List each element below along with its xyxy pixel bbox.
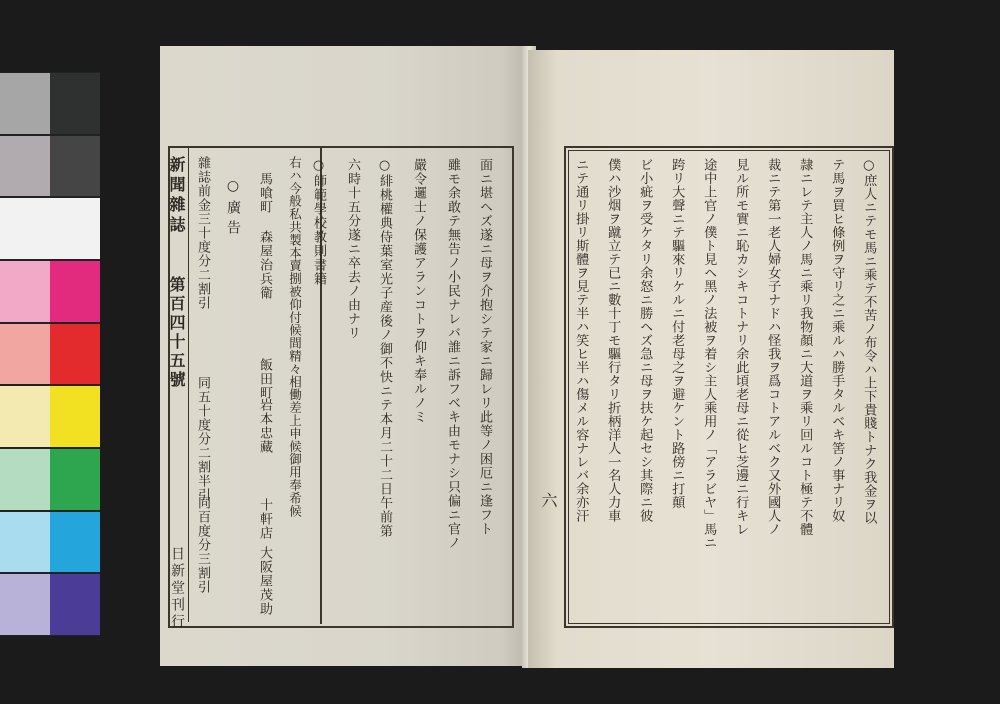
color-patch (50, 198, 100, 259)
right-article-line-3: 隷ニレテ主人ノ馬ニ乘リ我物顏ニ大道ヲ乘リ回ルコト極テ不體 (797, 158, 813, 536)
color-patch (0, 198, 50, 259)
color-patch (50, 136, 100, 197)
left-article-line-4: ○緋桃權典侍葉室光子産後ノ御不快ニテ本月二十二日午前第 (377, 158, 392, 538)
color-patch (50, 512, 100, 573)
left-page-border (168, 146, 514, 628)
color-patch (0, 324, 50, 385)
advertiser-name-1: 森屋治兵衛 (257, 230, 272, 300)
right-article-line-7: 跨リ大聲ニテ驅來リケルニ付老母之ヲ避ケント路傍ニ打顛 (669, 158, 685, 509)
left-article-line-1: 面ニ堪ヘズ遂ニ母ヲ介抱シテ家ニ歸レリ此等ノ困厄ニ逢フト (477, 158, 492, 536)
color-patch (0, 136, 50, 197)
price-line-3: 同百度分三割引 (195, 496, 210, 594)
price-line-1: 雜誌前金三十度分二割引 (195, 156, 210, 310)
color-patch (50, 261, 100, 322)
color-patch (0, 574, 50, 635)
color-patch (50, 574, 100, 635)
color-patch (50, 324, 100, 385)
color-checker-strip (0, 72, 100, 636)
newspaper-title: 新聞雜誌 (167, 156, 186, 236)
notice-body: 右ハ今般私共製本賣捌被仰付候間精々相働差上申候御用奉希候 (287, 156, 303, 518)
right-article-line-4: 裁ニテ第一老人婦女子ナドハ怪我ヲ爲コトアルベク又外國人ノ (765, 158, 781, 536)
publisher-name: 日新堂刊行 (169, 546, 185, 631)
advertiser-location-2: 飯田町 (257, 358, 272, 400)
right-article-line-10: ニテ通リ掛リ斯體ヲ見テ半ハ笑ヒ半ハ傷メル容ナレバ余亦汗 (573, 158, 589, 523)
color-patch (0, 386, 50, 447)
color-patch (0, 449, 50, 510)
masthead-rule (188, 148, 189, 622)
right-article-line-6: 途中上官ノ僕ト見ヘ黑ノ法被ヲ着シ主人乘用ノ「アラビヤ」馬ニ (701, 158, 717, 550)
color-patch (0, 73, 50, 134)
notice-heading: ○師範學校教則書籍 (311, 158, 326, 286)
right-article-line-9: 僕ハ沙烟ヲ蹴立テ已ニ數十丁モ驅行タリ折柄洋人一名人力車 (605, 158, 621, 523)
right-article-line-1: ○庶人ニテモ馬ニ乘テ不苦ノ布令ハ上下貴賤トナク我金ヲ以 (861, 158, 877, 525)
color-patch (50, 386, 100, 447)
advertiser-name-3: 大阪屋茂助 (257, 546, 272, 616)
price-line-2: 同五十度分二割半引 (195, 376, 210, 502)
color-patch (50, 449, 100, 510)
open-book (160, 46, 894, 670)
color-patch (0, 261, 50, 322)
right-article-line-8: ビ小疵ヲ受ケタリ余怒ニ勝ヘズ急ニ母ヲ扶ケ起セシ其際ニ彼 (637, 158, 653, 523)
advertiser-name-2: 岩本忠藏 (257, 398, 272, 454)
color-patch (50, 73, 100, 134)
left-page (160, 46, 532, 666)
left-article-line-2: 雖モ余敢テ無告ノ小民ナレバ誰ニ訴フベキ由モナシ只偏ニ官ノ (445, 158, 460, 550)
left-article-line-5: 六時十五分遂ニ卒去ノ由ナリ (345, 158, 360, 340)
issue-number: 第百四十五號 (167, 276, 186, 390)
right-article-line-5: 見ル所モ實ニ恥カシキコトナリ余此頃老母ニ從ヒ芝邊ニ行キレ (733, 158, 749, 536)
ad-heading: ○廣告 (225, 178, 241, 240)
advertiser-location-3: 十軒店 (257, 498, 272, 540)
right-article-line-2: テ馬ヲ買ヒ條例ヲ守リ之ニ乘ルハ勝手タルベキ筈ノ事ナリ奴 (829, 158, 845, 523)
page-number: 六 (539, 492, 558, 509)
advertiser-location-1: 馬喰町 (257, 172, 272, 214)
left-article-line-3: 嚴令邏士ノ保護アランコトヲ仰キ奉ルノミ (411, 158, 426, 424)
color-patch (0, 512, 50, 573)
